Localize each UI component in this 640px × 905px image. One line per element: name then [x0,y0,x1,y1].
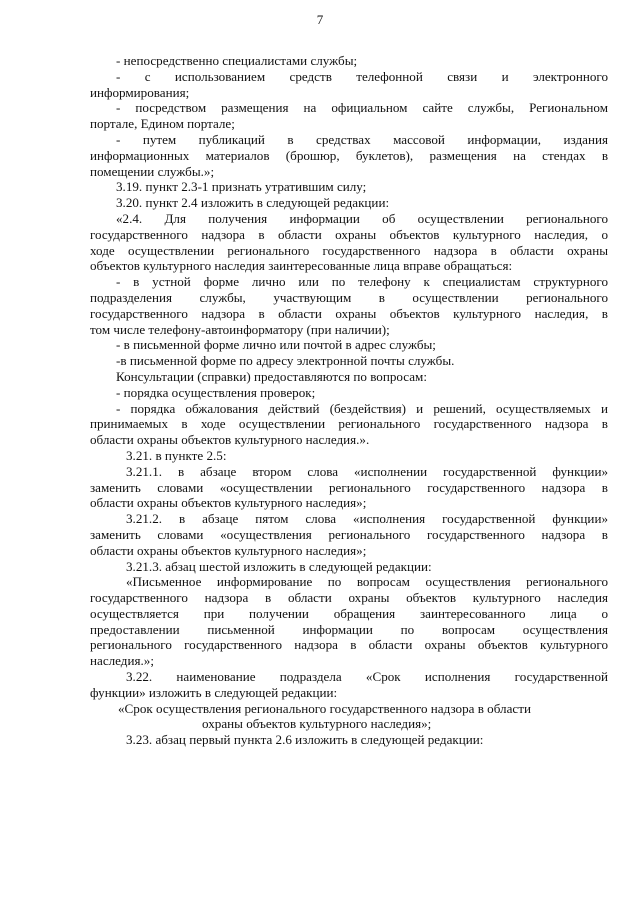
text-line: Консультации (справки) предоставляются по вопросам: [116,368,427,384]
text-line: информационных материалов (брошюр, буклетов), размещения на стендах в [90,147,608,163]
text-line: 3.19. пункт 2.3-1 признать утратившим силу; [116,179,367,195]
text-line: - в устной форме лично или по телефону к специалистам структурного [116,274,608,290]
text-line: принимаемых в ходе осуществлении регионального государственного надзора в [90,416,608,432]
text-line: информирования; [90,84,190,100]
text-line: - непосредственно специалистами службы; [116,53,358,68]
text-line: государственного надзора в области охраны объектов культурного наследия [90,590,608,606]
document-body [90,53,608,748]
text-line: осуществляется при получении обращения заинтересованного лица о [90,605,608,621]
text-line: - с использованием средств телефонной связи и электронного [116,68,608,84]
text-line: портале, Едином портале; [90,116,235,132]
text-line: том числе телефону-автоинформатору (при наличии); [90,321,390,337]
text-line: государственного надзора в области охраны объектов культурного наследия, о [90,226,608,242]
text-line: области охраны объектов культурного наследия»; [90,542,367,558]
text-line: - порядка обжалования действий (бездействия) и решений, осуществляемых и [116,400,608,416]
text-line: 3.21. в пункте 2.5: [126,447,227,463]
text-line: подразделения службы, участвующим в осуществлении регионального [90,289,608,305]
text-line: 3.20. пункт 2.4 изложить в следующей редакции: [116,195,390,211]
text-line: области охраны объектов культурного наследия.». [90,432,370,448]
text-line: -в письменной форме по адресу электронной почты службы. [116,353,455,369]
text-line: функции» изложить в следующей редакции: [90,684,338,700]
text-line: объектов культурного наследия заинтересованные лица вправе обращаться: [90,258,513,274]
text-line: наследия.»; [90,653,154,669]
text-line: 3.21.3. абзац шестой изложить в следующей редакции: [126,558,432,574]
text-line: ходе осуществлении регионального государственного надзора в области охраны [90,242,608,258]
text-line: регионального государственного надзора в области охраны объектов культурного [90,637,608,653]
text-line: - в письменной форме лично или почтой в адрес службы; [116,337,436,353]
text-line: области охраны объектов культурного наследия»; [90,495,367,511]
text-line: 3.21.1. в абзаце втором слова «исполнении государственной функции» [126,463,608,479]
text-line: «2.4. Для получения информации об осуществлении регионального [116,210,608,226]
text-line: государственного надзора в области охраны объектов культурного наследия, в [90,305,608,321]
text-line: охраны объектов культурного наследия»; [202,716,432,732]
text-line: 3.23. абзац первый пункта 2.6 изложить в следующей редакции: [126,732,484,748]
text-line: - посредством размещения на официальном сайте службы, Региональном [116,100,608,116]
text-line: - путем публикаций в средствах массовой информации, издания [116,131,608,147]
text-line: 3.21.2. в абзаце пятом слова «исполнения государственной функции» [126,511,608,527]
text-line: заменить словами «осуществлении регионального государственного надзора в [90,479,608,495]
text-line: помещении службы.»; [90,163,215,179]
text-line: «Письменное информирование по вопросам осуществления регионального [126,574,608,590]
page-number: 7 [316,12,324,27]
text-line: «Срок осуществления регионального государственного надзора в области [118,700,531,716]
text-line: предоставлении письменной информации по вопросам осуществления [90,621,608,637]
text-line: заменить словами «осуществления регионального государственного надзора в [90,526,608,542]
text-line: - порядка осуществления проверок; [116,384,316,400]
text-line: 3.22. наименование подраздела «Срок исполнения государственной [126,669,608,685]
